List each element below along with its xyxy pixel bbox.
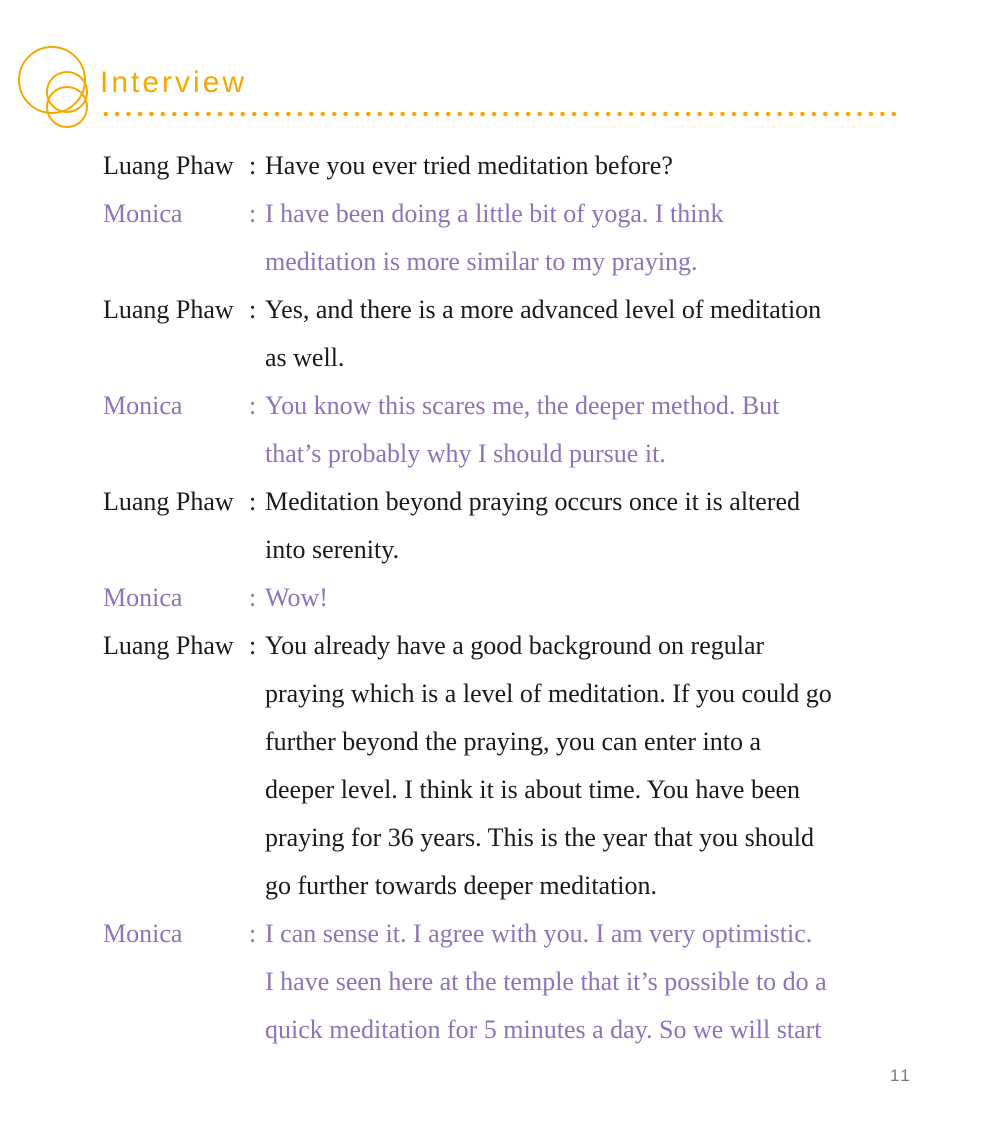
speech-line: I have been doing a little bit of yoga. I think bbox=[265, 199, 724, 228]
speech-line: praying for 36 years. This is the year that you should bbox=[265, 823, 815, 852]
speaker-name: Monica bbox=[103, 391, 183, 420]
speech-text bbox=[265, 286, 903, 382]
speech-text bbox=[265, 910, 903, 1054]
dialogue-turn bbox=[103, 382, 903, 478]
speech-line: further beyond the praying, you can enter into a bbox=[265, 727, 761, 756]
speech-line: into serenity. bbox=[265, 535, 400, 564]
speech-text bbox=[265, 478, 903, 574]
page-number: 11 bbox=[890, 1066, 912, 1085]
dialogue-turn bbox=[103, 910, 903, 1054]
speaker-colon: : bbox=[249, 295, 257, 324]
speaker-name: Monica bbox=[103, 199, 183, 228]
speaker-colon: : bbox=[249, 919, 257, 948]
dialogue-turn bbox=[103, 622, 903, 910]
speech-line: that’s probably why I should pursue it. bbox=[265, 439, 666, 468]
speech-text bbox=[265, 142, 903, 190]
speech-line: as well. bbox=[265, 343, 345, 372]
section-title: Interview bbox=[100, 66, 248, 99]
speech-line: meditation is more similar to my praying. bbox=[265, 247, 698, 276]
circles-logo-icon bbox=[0, 0, 110, 140]
speaker-colon: : bbox=[249, 583, 257, 612]
interview-dialogue bbox=[103, 142, 903, 1054]
speech-text bbox=[265, 574, 903, 622]
speaker-name: Luang Phaw bbox=[103, 295, 234, 324]
speaker-name: Monica bbox=[103, 919, 183, 948]
speaker-colon: : bbox=[249, 631, 257, 660]
speech-line: I can sense it. I agree with you. I am very optimistic. bbox=[265, 919, 813, 948]
speaker-name: Luang Phaw bbox=[103, 151, 234, 180]
dialogue-turn bbox=[103, 286, 903, 382]
speech-line: I have seen here at the temple that it’s possible to do a bbox=[265, 967, 827, 996]
speech-line: You know this scares me, the deeper method. But bbox=[265, 391, 780, 420]
speech-line: Wow! bbox=[265, 583, 328, 612]
speech-line: Yes, and there is a more advanced level of meditation bbox=[265, 295, 822, 324]
speaker-colon: : bbox=[249, 391, 257, 420]
dialogue-turn bbox=[103, 574, 903, 622]
dialogue-turn bbox=[103, 190, 903, 286]
speech-line: quick meditation for 5 minutes a day. So we will start bbox=[265, 1015, 822, 1044]
speech-text bbox=[265, 622, 903, 910]
speech-line: go further towards deeper meditation. bbox=[265, 871, 658, 900]
speech-line: Have you ever tried meditation before? bbox=[265, 151, 673, 180]
speech-line: You already have a good background on regular bbox=[265, 631, 765, 660]
speaker-colon: : bbox=[249, 151, 257, 180]
dialogue-turn bbox=[103, 478, 903, 574]
speaker-name: Luang Phaw bbox=[103, 487, 234, 516]
speaker-colon: : bbox=[249, 487, 257, 516]
speaker-colon: : bbox=[249, 199, 257, 228]
dialogue-turn bbox=[103, 142, 903, 190]
speaker-name: Luang Phaw bbox=[103, 631, 234, 660]
speech-line: Meditation beyond praying occurs once it is altered bbox=[265, 487, 801, 516]
speech-line: praying which is a level of meditation. If you could go bbox=[265, 679, 832, 708]
speech-text bbox=[265, 190, 903, 286]
dotted-divider bbox=[100, 110, 900, 118]
speech-text bbox=[265, 382, 903, 478]
speech-line: deeper level. I think it is about time. You have been bbox=[265, 775, 801, 804]
speaker-name: Monica bbox=[103, 583, 183, 612]
